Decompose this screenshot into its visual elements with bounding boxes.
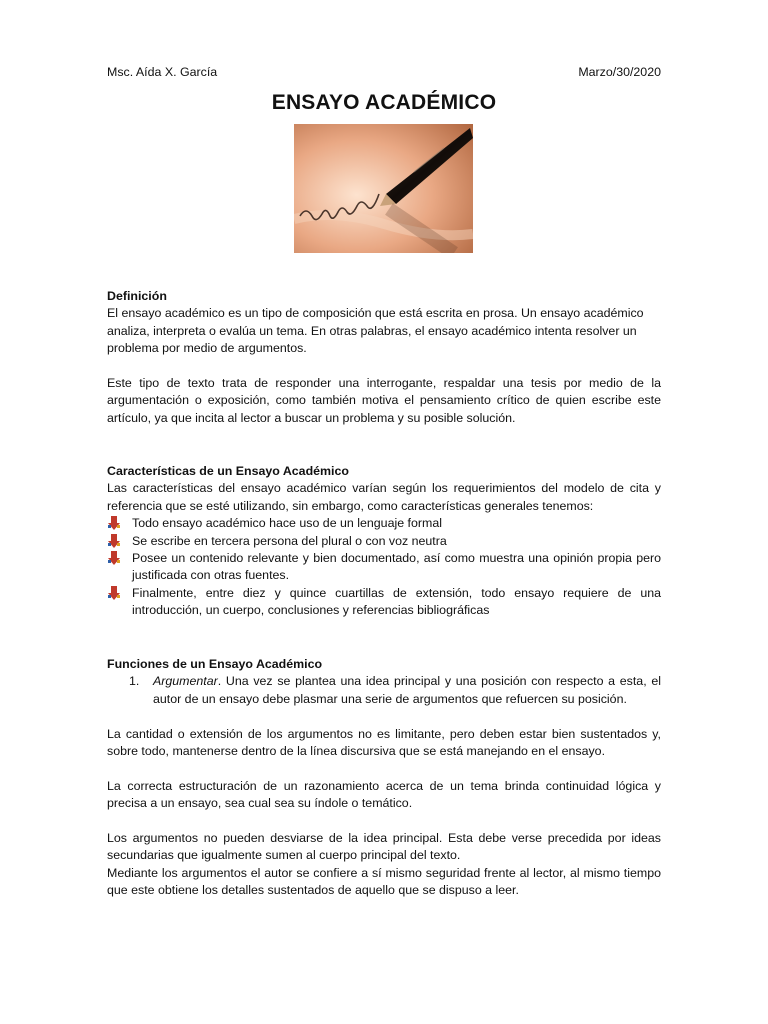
caracteristicas-list xyxy=(107,515,661,619)
pen-writing-photo xyxy=(294,124,473,253)
list-item: Todo ensayo académico hace uso de un lenguaje formal xyxy=(107,515,661,532)
author-name: Msc. Aída X. García xyxy=(107,65,218,79)
caracteristicas-section xyxy=(107,463,661,620)
section-heading-funciones: Funciones de un Ensayo Académico xyxy=(107,657,323,671)
section-heading-caracteristicas: Características de un Ensayo Académico xyxy=(107,464,349,478)
arrow-bullet-icon xyxy=(107,516,121,531)
funciones-paragraph-1: La cantidad o extensión de los argumentos no es limitante, pero deben estar bien sustentados y, sobre todo, mantenerse dentro de la línea discursiva que se está manejando en el ensayo. xyxy=(107,727,661,759)
definicion-section xyxy=(107,288,661,358)
arrow-bullet-icon xyxy=(107,534,121,549)
numbered-list-item xyxy=(107,673,661,708)
list-item-text: . Una vez se plantea una idea principal y una posición con respecto a esta, el autor de un ensayo debe plasmar una serie de argumentos que refuercen su posición. xyxy=(153,674,661,706)
document-header xyxy=(107,64,661,81)
definicion-paragraph-2: Este tipo de texto trata de responder una interrogante, respaldar una tesis por medio de la argumentación o exposición, como también motiva el pensamiento crítico de quien escribe este artículo, ya que incita al lector a buscar un problema y su posible solución. xyxy=(107,376,661,425)
section-heading-definicion: Definición xyxy=(107,289,167,303)
funciones-section xyxy=(107,656,661,708)
list-item: Se escribe en tercera persona del plural o con voz neutra xyxy=(107,533,661,550)
arrow-bullet-icon xyxy=(107,551,121,566)
list-number: 1. xyxy=(129,674,140,689)
document-date: Marzo/30/2020 xyxy=(578,65,661,79)
list-item: Finalmente, entre diez y quince cuartillas de extensión, todo ensayo requiere de una introducción, un cuerpo, conclusiones y referencias bibliográficas xyxy=(107,585,661,620)
arrow-bullet-icon xyxy=(107,586,121,601)
funciones-paragraph-2: La correcta estructuración de un razonamiento acerca de un tema brinda continuidad lógica y precisa a un ensayo, sea cual sea su índole o temático. xyxy=(107,779,661,811)
funciones-paragraph-3: Los argumentos no pueden desviarse de la idea principal. Esta debe verse precedida por ideas secundarias que igualmente sumen al cuerpo principal del texto. xyxy=(107,831,661,863)
definicion-paragraph-1: El ensayo académico es un tipo de composición que está escrita en prosa. Un ensayo académico analiza, interpreta o evalúa un tema. En otras palabras, el ensayo académico intenta resolver un problema por medio de argumentos. xyxy=(107,306,644,356)
list-item: Posee un contenido relevante y bien documentado, así como muestra una opinión propia pero justificada con otras fuentes. xyxy=(107,550,661,585)
funciones-paragraph-4: Mediante los argumentos el autor se confiere a sí mismo seguridad frente al lector, al mismo tiempo que este obtiene los detalles sustentados de aquello que se dispuso a leer. xyxy=(107,866,661,898)
list-item-term: Argumentar xyxy=(153,674,218,689)
caracteristicas-intro: Las características del ensayo académico varían según los requerimientos del modelo de cita y referencia que se esté utilizando, sin embargo, como características generales tenemos: xyxy=(107,481,661,513)
page-title: ENSAYO ACADÉMICO xyxy=(271,91,497,114)
